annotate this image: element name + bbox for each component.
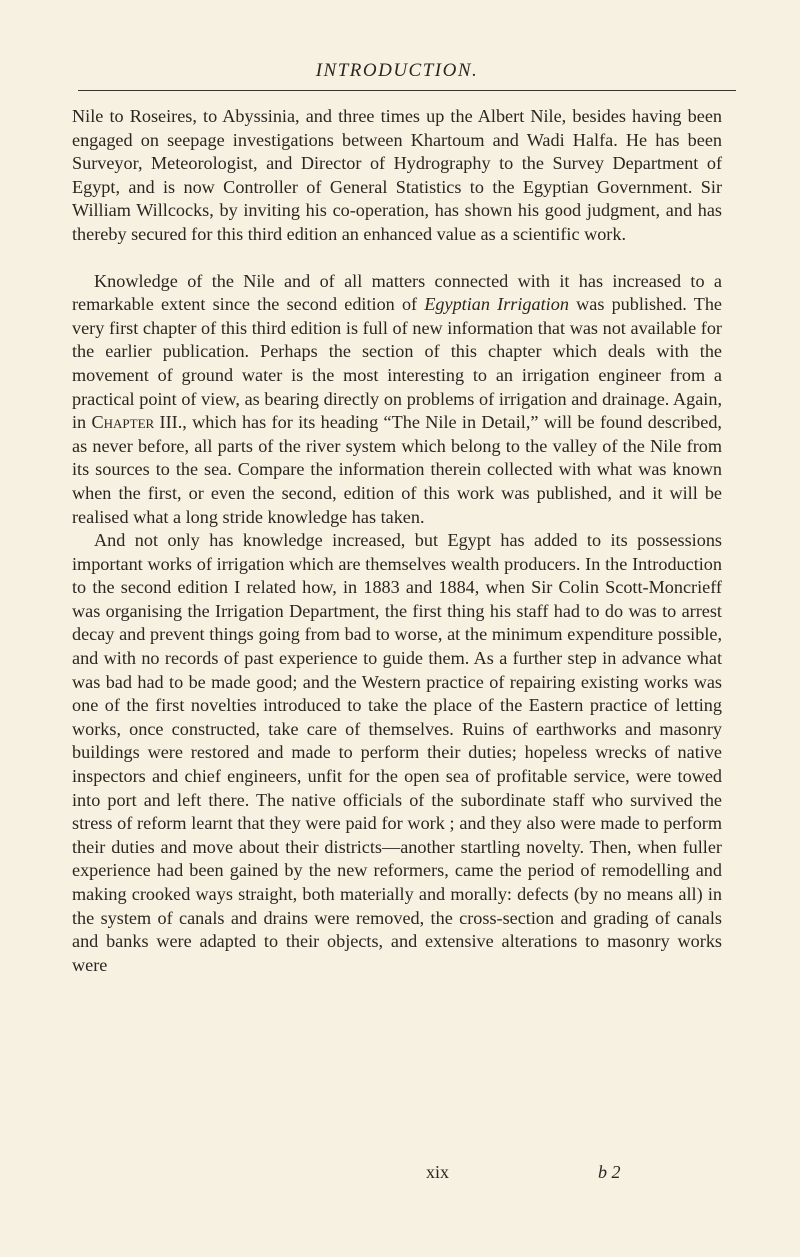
chapter-reference: Chapter III. xyxy=(91,412,183,433)
header-rule xyxy=(78,90,736,91)
paragraph-2-text-b: was published. The very first chapter of this third edition is full of new information that was not available for the earlier publication. Perhaps the section of this chapter which deals with the movement of ground water is the most interesting to an irrigation engineer from a practical point of view, as bearing directly on problems of irrigation and drainage. Again, in xyxy=(72,294,722,433)
book-title: Egyptian Irrigation xyxy=(424,294,569,315)
page-content xyxy=(72,60,722,977)
running-head: INTRODUCTION. xyxy=(315,60,479,81)
paragraph-1: Nile to Roseires, to Abyssinia, and three times up the Albert Nile, besides having been engaged on seepage investigations between Khartoum and Wadi Halfa. He has been Surveyor, Meteorologist, and Director of Hydrography to the Survey Department of Egypt, and is now Controller of General Statistics to the Egyptian Government. Sir William Willcocks, by inviting his co-operation, has shown his good judgment, and has thereby secured for this third edition an enhanced value as a scientific work. xyxy=(72,106,722,244)
signature-mark: b 2 xyxy=(598,1162,621,1182)
paragraph-2-text-c: , which has for its heading “The Nile in Detail,” will be found described, as never before, all parts of the river system which belong to the valley of the Nile from its sources to the sea. Compare the information therein collected with what was known when the first, or even the second, edition of this work was published, and it will be realised what a long stride knowledge has taken. xyxy=(72,412,722,527)
page-number: xix xyxy=(426,1162,450,1182)
paragraph-3: And not only has knowledge increased, but Egypt has added to its possessions important works of irrigation which are themselves wealth producers. In the Introduction to the second edition I related how, in 1883 and 1884, when Sir Colin Scott-Moncrieff was organising the Irrigation Department, the first thing his staff had to do was to arrest decay and prevent things going from bad to worse, at the minimum expenditure possible, and with no records of past experience to guide them. As a further step in advance what was bad had to be made good; and the Western practice of repairing existing works was one of the first novelties introduced to take the place of the Eastern practice of letting works, once constructed, take care of themselves. Ruins of earthworks and masonry buildings were restored and made to perform their duties; hopeless wrecks of native inspectors and chief engineers, unfit for the open sea of profitable service, were towed into port and left there. The native officials of the subordinate staff who survived the stress of reform learnt that they were paid for work ; and they also were made to perform their duties and move about their districts—another startling novelty. Then, when fuller experience had been gained by the new reformers, came the period of remodelling and making crooked ways straight, both materially and morally: defects (by no means all) in the system of canals and drains were removed, the cross-section and grading of canals and banks were adapted to their objects, and extensive alterations to masonry works were xyxy=(72,530,722,975)
paragraph-2 xyxy=(72,270,722,530)
paragraph-2-text-a: Knowledge of the Nile and of all matters connected with it has increased to a remarkable extent since the second edition of xyxy=(72,270,722,315)
